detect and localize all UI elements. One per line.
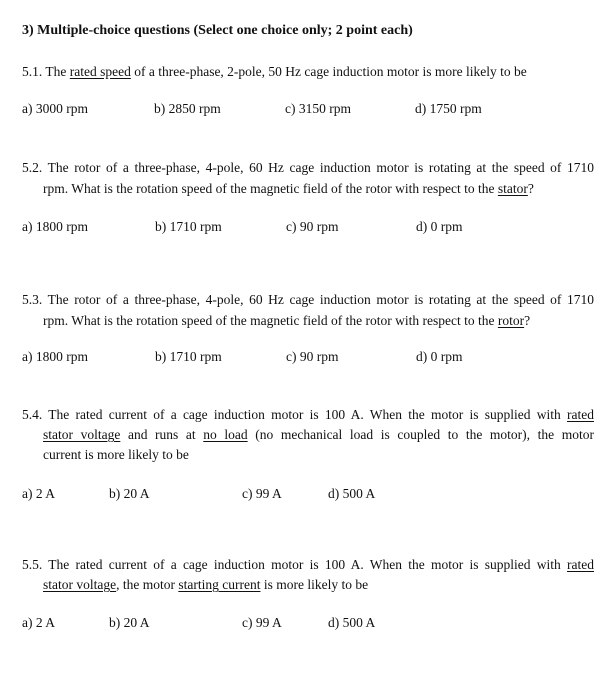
question-line bbox=[22, 446, 594, 464]
question-5-2 bbox=[22, 159, 594, 198]
underlined-term: rated bbox=[567, 557, 594, 572]
question-5-4 bbox=[22, 406, 594, 464]
section-title: 3) Multiple-choice questions (Select one choice only; 2 point each) bbox=[22, 23, 413, 38]
options-5-1 bbox=[22, 100, 594, 118]
options-5-3 bbox=[22, 348, 594, 366]
question-line bbox=[22, 576, 594, 594]
option-a[interactable]: a) 1800 rpm bbox=[22, 219, 88, 234]
question-text: The rated current of a cage induction motor is 100 A. When the motor is supplied with bbox=[48, 557, 568, 572]
question-number: 5.3. bbox=[22, 292, 43, 307]
question-text: The rated current of a cage induction motor is 100 A. When the motor is supplied with bbox=[48, 407, 568, 422]
options-5-2 bbox=[22, 218, 594, 236]
question-line bbox=[22, 312, 594, 330]
question-text: ? bbox=[524, 313, 531, 328]
option-b[interactable]: b) 20 A bbox=[109, 486, 150, 501]
option-a[interactable]: a) 1800 rpm bbox=[22, 349, 88, 364]
question-text: The rotor of a three-phase, 4-pole, 60 Hz cage induction motor is rotating at the speed of 1710 bbox=[47, 160, 594, 175]
option-d[interactable]: d) 0 rpm bbox=[416, 219, 463, 234]
question-5-3 bbox=[22, 291, 594, 330]
option-b[interactable]: b) 1710 rpm bbox=[155, 219, 222, 234]
underlined-term: no load bbox=[203, 427, 248, 442]
option-a[interactable]: a) 3000 rpm bbox=[22, 101, 88, 116]
underlined-term: stator voltage bbox=[43, 427, 121, 442]
question-text: The rotor of a three-phase, 4-pole, 60 Hz cage induction motor is rotating at the speed of 1710 bbox=[47, 292, 594, 307]
question-text: of a three-phase, 2-pole, 50 Hz cage induction motor is more likely to be bbox=[130, 64, 527, 79]
option-b[interactable]: b) 1710 rpm bbox=[155, 349, 222, 364]
option-b[interactable]: b) 2850 rpm bbox=[154, 101, 221, 116]
question-text: current is more likely to be bbox=[43, 447, 189, 462]
question-line bbox=[22, 426, 594, 444]
question-text: is more likely to be bbox=[260, 577, 369, 592]
option-a[interactable]: a) 2 A bbox=[22, 486, 55, 501]
question-number: 5.4. bbox=[22, 407, 43, 422]
underlined-term: rated speed bbox=[69, 64, 131, 79]
question-number: 5.1. bbox=[22, 64, 43, 79]
question-text: rpm. What is the rotation speed of the magnetic field of the rotor with respect to the bbox=[43, 181, 498, 196]
option-c[interactable]: c) 90 rpm bbox=[286, 219, 339, 234]
options-5-5 bbox=[22, 614, 594, 632]
underlined-term: rotor bbox=[497, 313, 525, 328]
question-number: 5.5. bbox=[22, 557, 43, 572]
question-5-1 bbox=[22, 63, 594, 81]
option-c[interactable]: c) 99 A bbox=[242, 615, 282, 630]
question-text: The bbox=[45, 64, 70, 79]
question-5-5 bbox=[22, 556, 594, 594]
question-text: and runs at bbox=[120, 427, 204, 442]
underlined-term: rated bbox=[567, 407, 594, 422]
question-line bbox=[22, 159, 594, 177]
option-d[interactable]: d) 0 rpm bbox=[416, 349, 463, 364]
option-d[interactable]: d) 500 A bbox=[328, 615, 376, 630]
question-number: 5.2. bbox=[22, 160, 43, 175]
question-line bbox=[22, 406, 594, 424]
option-c[interactable]: c) 90 rpm bbox=[286, 349, 339, 364]
underlined-term: stator bbox=[497, 181, 528, 196]
question-line bbox=[22, 556, 594, 574]
options-5-4 bbox=[22, 485, 594, 503]
question-line bbox=[22, 291, 594, 309]
question-text: rpm. What is the rotation speed of the magnetic field of the rotor with respect to the bbox=[43, 313, 498, 328]
option-c[interactable]: c) 99 A bbox=[242, 486, 282, 501]
option-c[interactable]: c) 3150 rpm bbox=[285, 101, 351, 116]
question-text: (no mechanical load is coupled to the motor), the motor bbox=[247, 427, 594, 442]
question-text: ? bbox=[527, 181, 534, 196]
underlined-term: stator voltage bbox=[43, 577, 117, 592]
question-line bbox=[22, 180, 594, 198]
option-b[interactable]: b) 20 A bbox=[109, 615, 150, 630]
option-d[interactable]: d) 500 A bbox=[328, 486, 376, 501]
option-d[interactable]: d) 1750 rpm bbox=[415, 101, 482, 116]
option-a[interactable]: a) 2 A bbox=[22, 615, 55, 630]
question-text: , the motor bbox=[116, 577, 179, 592]
underlined-term: starting current bbox=[178, 577, 261, 592]
